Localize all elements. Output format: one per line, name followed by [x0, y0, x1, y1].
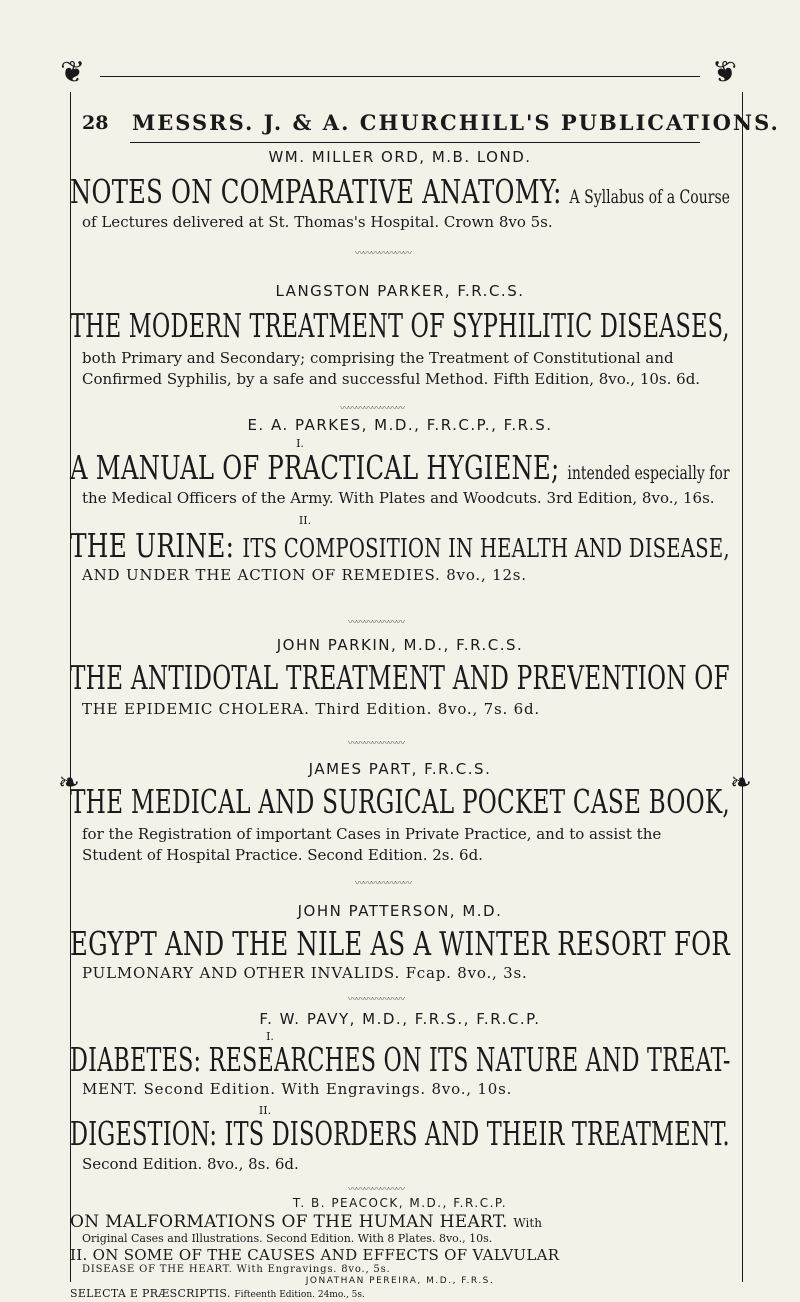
work-title-caps: ITS COMPOSITION IN HEALTH AND DISEASE,: [242, 534, 730, 564]
author-name: T. B. PEACOCK, M.D., F.R.C.P.: [292, 1196, 508, 1210]
work-title: [70, 526, 730, 565]
header-rule: [130, 142, 700, 143]
work-description: the Medical Officers of the Army. With Plates and Woodcuts. 3rd Edition, 8vo., 16s.: [82, 489, 715, 507]
work-title: DIGESTION: ITS DISORDERS AND THEIR TREATMENT.: [70, 1114, 730, 1153]
work-title-main: ON SOME OF THE CAUSES AND EFFECTS OF VALVULAR: [92, 1246, 560, 1264]
work-description: MENT. Second Edition. With Engravings. 8vo., 10s.: [82, 1080, 513, 1098]
page-number: 28: [82, 112, 109, 134]
work-title: THE MEDICAL AND SURGICAL POCKET CASE BOOK,: [70, 782, 730, 821]
author-name: LANGSTON PARKER, F.R.C.S.: [275, 282, 525, 300]
work-title: [70, 1212, 730, 1232]
right-border-rule: [742, 92, 743, 1282]
side-ornament-left: ❧: [58, 768, 80, 798]
section-divider: 〰〰〰〰〰〰〰: [348, 1185, 405, 1195]
author-name: F. W. PAVY, M.D., F.R.S., F.R.C.P.: [259, 1010, 541, 1028]
author-name: JOHN PARKIN, M.D., F.R.C.S.: [276, 636, 524, 654]
work-title-tail: Fifteenth Edition. 24mo., 5s.: [234, 1290, 365, 1300]
section-divider: 〰〰〰〰〰〰〰: [355, 879, 412, 889]
work-title-tail: A Syllabus of a Course: [569, 186, 730, 208]
work-description: PULMONARY AND OTHER INVALIDS. Fcap. 8vo., 3s.: [82, 964, 528, 982]
work-title-tail: intended especially for: [567, 462, 730, 484]
work-description: of Lectures delivered at St. Thomas's Hospital. Crown 8vo 5s.: [82, 213, 553, 231]
work-title-tail: With: [513, 1216, 542, 1230]
author-name: WM. MILLER ORD, M.B. LOND.: [268, 148, 532, 166]
work-title: THE MODERN TREATMENT OF SYPHILITIC DISEASES,: [70, 306, 730, 345]
volume-numeral: I.: [266, 1030, 274, 1043]
work-description: Second Edition. 8vo., 8s. 6d.: [82, 1155, 299, 1173]
section-divider: 〰〰〰〰〰〰〰: [348, 995, 405, 1005]
corner-ornament-top-left: ❦: [60, 55, 86, 90]
work-title-main: A MANUAL OF PRACTICAL HYGIENE;: [70, 448, 560, 487]
author-name: JAMES PART, F.R.C.S.: [308, 760, 492, 778]
top-border-rule: [100, 76, 700, 77]
work-description: AND UNDER THE ACTION OF REMEDIES. 8vo., 12s.: [82, 566, 527, 584]
work-title-main: NOTES ON COMPARATIVE ANATOMY:: [70, 172, 562, 211]
work-title-main: ON MALFORMATIONS OF THE HUMAN HEART.: [70, 1212, 508, 1232]
corner-ornament-top-right: ❦: [712, 55, 738, 90]
work-title: [70, 172, 730, 211]
section-divider: 〰〰〰〰〰〰〰: [348, 739, 405, 749]
running-head: MESSRS. J. & A. CHURCHILL'S PUBLICATIONS.: [132, 110, 780, 135]
side-ornament-right: ❧: [730, 768, 752, 798]
volume-numeral: I.: [296, 437, 304, 450]
author-name: JONATHAN PEREIRA, M.D., F.R.S.: [305, 1276, 495, 1286]
volume-numeral: II.: [70, 1246, 88, 1264]
volume-numeral: II.: [298, 514, 312, 527]
section-divider: 〰〰〰〰〰〰〰: [348, 618, 405, 628]
author-name: E. A. PARKES, M.D., F.R.C.P., F.R.S.: [247, 416, 553, 434]
work-description: Original Cases and Illustrations. Second Edition. With 8 Plates. 8vo., 10s.: [82, 1232, 493, 1245]
work-description: THE EPIDEMIC CHOLERA. Third Edition. 8vo., 7s. 6d.: [82, 700, 540, 718]
author-name: JOHN PATTERSON, M.D.: [297, 902, 503, 920]
work-title: [70, 1287, 730, 1300]
work-title: [70, 1246, 730, 1264]
section-divider: 〰〰〰〰〰〰〰〰: [340, 404, 405, 414]
work-title-main: SELECTA E PRÆSCRIPTIS.: [70, 1287, 231, 1300]
work-description: DISEASE OF THE HEART. With Engravings. 8vo., 5s.: [82, 1264, 391, 1275]
work-description: both Primary and Secondary; comprising the Treatment of Constitutional and Confirmed Syphilis, by a safe and successful Method. Fifth Edition, 8vo., 10s. 6d.: [82, 349, 701, 388]
work-title: DIABETES: RESEARCHES ON ITS NATURE AND TREAT-: [70, 1040, 731, 1079]
work-title: THE ANTIDOTAL TREATMENT AND PREVENTION OF: [70, 658, 730, 697]
work-title-main: THE URINE:: [70, 526, 235, 565]
work-description: for the Registration of important Cases in Private Practice, and to assist the Student of Hospital Practice. Second Edition. 2s. 6d.: [82, 825, 662, 864]
volume-numeral: II.: [258, 1104, 272, 1117]
section-divider: 〰〰〰〰〰〰〰: [355, 249, 412, 259]
work-title: EGYPT AND THE NILE AS A WINTER RESORT FOR: [70, 924, 731, 963]
work-title: [70, 448, 730, 487]
